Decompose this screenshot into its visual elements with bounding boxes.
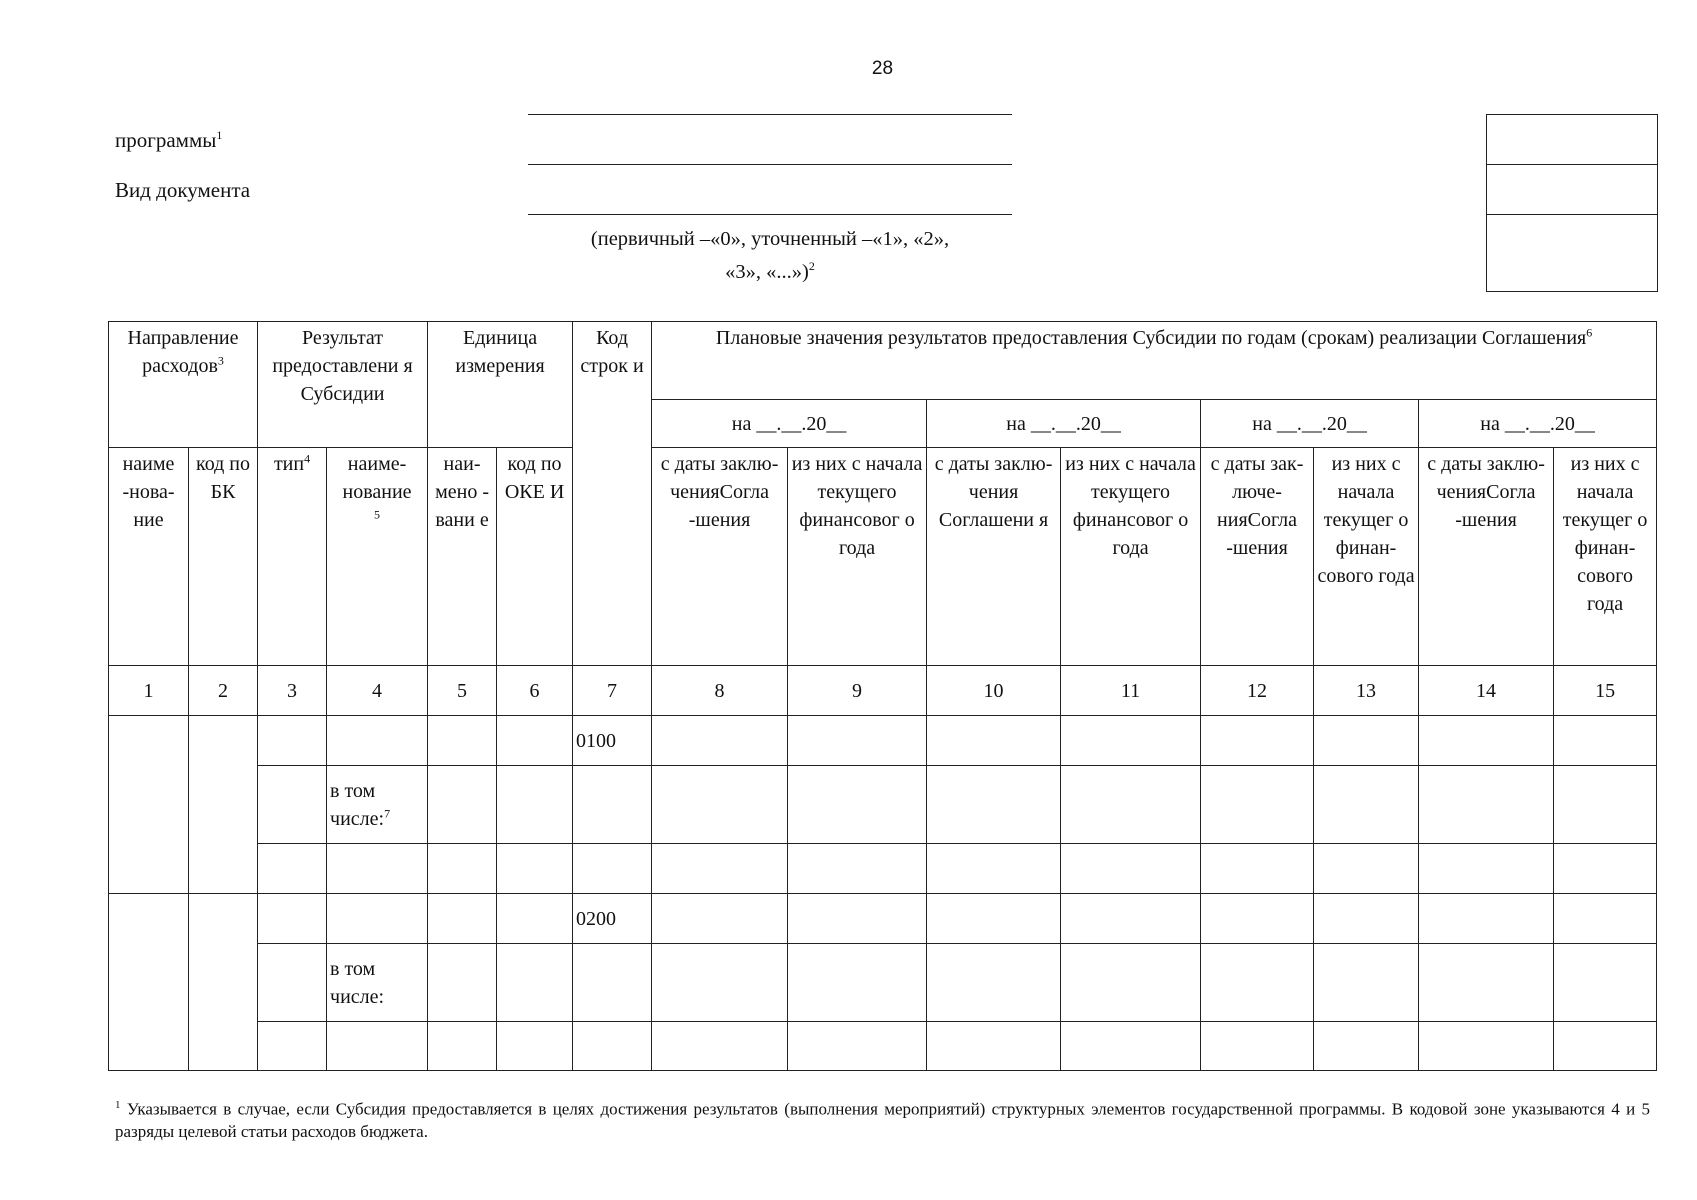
header-direction-text: Направление расходов <box>127 327 239 377</box>
block1-including <box>327 766 428 844</box>
cell[interactable] <box>1314 716 1419 766</box>
cell[interactable] <box>573 944 652 1022</box>
header-top-line <box>528 114 1012 115</box>
cell[interactable] <box>1419 944 1554 1022</box>
block1-including-text: в том числе: <box>330 779 385 830</box>
doc-type-note <box>528 226 1012 286</box>
cell[interactable] <box>1554 894 1657 944</box>
code-cell-doc-type[interactable] <box>1487 165 1657 215</box>
sub-header-4 <box>327 448 428 666</box>
block2-row-code: 0200 <box>573 894 652 944</box>
cell[interactable] <box>1201 766 1314 844</box>
cell[interactable] <box>1419 716 1554 766</box>
cell[interactable] <box>788 716 927 766</box>
table-row <box>109 716 1657 766</box>
cell[interactable] <box>1061 1022 1201 1071</box>
table-row <box>109 894 1657 944</box>
cell[interactable] <box>788 1022 927 1071</box>
sub-header-14: с даты заклю-ченияСогла -шения <box>1419 448 1554 666</box>
sub-header-10: с даты заклю-чения Соглашени я <box>927 448 1061 666</box>
cell[interactable] <box>497 716 573 766</box>
doc-type-note-line2-wrap <box>528 253 1012 286</box>
table-row <box>109 844 1657 894</box>
doc-type-note-line2: «3», «...») <box>725 260 809 283</box>
col-num: 5 <box>428 666 497 716</box>
cell[interactable] <box>428 766 497 844</box>
col-num: 12 <box>1201 666 1314 716</box>
cell[interactable] <box>1314 844 1419 894</box>
header-plan-text: Плановые значения результатов предоставления Субсидии по годам (срокам) реализации Соглашения <box>715 327 1587 349</box>
code-cell-extra[interactable] <box>1487 215 1657 291</box>
cell[interactable] <box>788 766 927 844</box>
cell[interactable] <box>1201 844 1314 894</box>
cell[interactable] <box>1419 1022 1554 1071</box>
code-zone-box <box>1486 114 1658 292</box>
doc-type-note-line1: (первичный –«0», уточненный –«1», «2», <box>590 228 950 250</box>
cell[interactable] <box>258 716 327 766</box>
sub-header-2: код по БК <box>189 448 258 666</box>
sub-header-12: с даты зак-люче-нияСогла -шения <box>1201 448 1314 666</box>
cell[interactable] <box>1554 766 1657 844</box>
cell[interactable] <box>1419 894 1554 944</box>
cell[interactable] <box>927 1022 1061 1071</box>
col-num: 9 <box>788 666 927 716</box>
block2-direction-code[interactable] <box>189 894 258 1071</box>
cell[interactable] <box>927 716 1061 766</box>
cell[interactable] <box>327 844 428 894</box>
cell[interactable] <box>497 766 573 844</box>
cell[interactable] <box>1419 766 1554 844</box>
table-row <box>109 766 1657 844</box>
block1-row-code: 0100 <box>573 716 652 766</box>
table-row <box>109 944 1657 1022</box>
cell[interactable] <box>428 844 497 894</box>
code-cell-program[interactable] <box>1487 115 1657 165</box>
results-table <box>108 321 1657 1071</box>
cell[interactable] <box>573 844 652 894</box>
sub-header-9: из них с начала текущего финансовог о года <box>788 448 927 666</box>
doc-type-label: Вид документа <box>115 178 251 202</box>
cell[interactable] <box>788 844 927 894</box>
cell[interactable] <box>652 766 788 844</box>
cell[interactable] <box>927 944 1061 1022</box>
cell[interactable] <box>1061 944 1201 1022</box>
sub-header-6: код по ОКЕ И <box>497 448 573 666</box>
col-num: 6 <box>497 666 573 716</box>
cell[interactable] <box>1314 766 1419 844</box>
cell[interactable] <box>258 894 327 944</box>
cell[interactable] <box>1201 1022 1314 1071</box>
program-label-text: программы <box>115 128 217 152</box>
block1-direction-code[interactable] <box>189 716 258 894</box>
cell[interactable] <box>927 844 1061 894</box>
sub-header-4-text: наиме-нование <box>342 453 412 503</box>
sub-header-5: наи-мено - вани е <box>428 448 497 666</box>
header-plan <box>652 322 1657 400</box>
cell[interactable] <box>927 766 1061 844</box>
cell[interactable] <box>428 894 497 944</box>
col-num: 1 <box>109 666 189 716</box>
col-num: 8 <box>652 666 788 716</box>
program-footnote-ref: 1 <box>216 128 223 142</box>
sub-header-15: из них с начала текущег о финан-сового года <box>1554 448 1657 666</box>
cell[interactable] <box>1201 944 1314 1022</box>
header-row-code: Код строк и <box>573 322 652 666</box>
sub-header-13: из них с начала текущег о финан-сового года <box>1314 448 1419 666</box>
cell[interactable] <box>1554 1022 1657 1071</box>
block1-including-fn: 7 <box>384 805 391 820</box>
cell[interactable] <box>652 844 788 894</box>
header-result: Результат предоставлени я Субсидии <box>258 322 428 448</box>
table-row <box>109 1022 1657 1071</box>
doc-type-field-line[interactable] <box>528 214 1012 215</box>
header-direction-fn: 3 <box>217 353 224 368</box>
col-num: 11 <box>1061 666 1201 716</box>
page-number: 28 <box>871 58 894 79</box>
header-plan-fn: 6 <box>1586 325 1593 340</box>
sub-header-3-fn: 4 <box>304 451 311 466</box>
sub-header-8: с даты заклю-ченияСогла -шения <box>652 448 788 666</box>
period-1: на __.__.20__ <box>652 400 927 448</box>
sub-header-4-fn: 5 <box>374 507 381 522</box>
cell[interactable] <box>1201 894 1314 944</box>
doc-type-footnote-ref: 2 <box>808 259 815 273</box>
col-num: 10 <box>927 666 1061 716</box>
col-num: 13 <box>1314 666 1419 716</box>
col-num: 15 <box>1554 666 1657 716</box>
program-field-line[interactable] <box>528 164 1012 165</box>
cell[interactable] <box>327 716 428 766</box>
col-num: 14 <box>1419 666 1554 716</box>
col-num: 7 <box>573 666 652 716</box>
sub-header-11: из них с начала текущего финансовог о года <box>1061 448 1201 666</box>
program-label <box>115 128 222 153</box>
block1-direction-name[interactable] <box>109 716 189 894</box>
cell[interactable] <box>258 844 327 894</box>
cell[interactable] <box>327 894 428 944</box>
cell[interactable] <box>428 1022 497 1071</box>
cell[interactable] <box>927 894 1061 944</box>
cell[interactable] <box>1314 894 1419 944</box>
cell[interactable] <box>1554 716 1657 766</box>
cell[interactable] <box>1061 894 1201 944</box>
cell[interactable] <box>652 1022 788 1071</box>
period-4: на __.__.20__ <box>1419 400 1657 448</box>
cell[interactable] <box>652 716 788 766</box>
cell[interactable] <box>258 766 327 844</box>
cell[interactable] <box>428 944 497 1022</box>
cell[interactable] <box>1419 844 1554 894</box>
cell[interactable] <box>428 716 497 766</box>
cell[interactable] <box>1061 716 1201 766</box>
period-2: на __.__.20__ <box>927 400 1201 448</box>
cell[interactable] <box>788 944 927 1022</box>
cell[interactable] <box>652 944 788 1022</box>
cell[interactable] <box>258 944 327 1022</box>
cell[interactable] <box>788 894 927 944</box>
block2-including: в том числе: <box>327 944 428 1022</box>
cell[interactable] <box>1061 844 1201 894</box>
cell[interactable] <box>1554 944 1657 1022</box>
column-number-row <box>109 666 1657 716</box>
block2-direction-name[interactable] <box>109 894 189 1071</box>
cell[interactable] <box>327 1022 428 1071</box>
cell[interactable] <box>497 894 573 944</box>
footnote-text: Указывается в случае, если Субсидия предоставляется в целях достижения результатов (выполнения мероприятий) структурных элементов государственной программы. В кодовой зоне указываются 4 и 5 разряды целевой статьи расходов бюджета. <box>115 1099 1650 1141</box>
cell[interactable] <box>1314 944 1419 1022</box>
col-num: 3 <box>258 666 327 716</box>
cell[interactable] <box>497 944 573 1022</box>
cell[interactable] <box>497 844 573 894</box>
cell[interactable] <box>497 1022 573 1071</box>
sub-header-3-text: тип <box>273 453 305 475</box>
col-num: 4 <box>327 666 428 716</box>
footnote-1 <box>115 1094 1650 1143</box>
col-num: 2 <box>189 666 258 716</box>
cell[interactable] <box>1554 844 1657 894</box>
cell[interactable] <box>1201 716 1314 766</box>
cell[interactable] <box>1314 1022 1419 1071</box>
sub-header-1: наиме -нова-ние <box>109 448 189 666</box>
cell[interactable] <box>573 766 652 844</box>
footnote-number: 1 <box>115 1099 121 1111</box>
sub-header-3 <box>258 448 327 666</box>
period-3: на __.__.20__ <box>1201 400 1419 448</box>
cell[interactable] <box>573 1022 652 1071</box>
header-direction <box>109 322 258 448</box>
cell[interactable] <box>1061 766 1201 844</box>
cell[interactable] <box>652 894 788 944</box>
header-unit: Единица измерения <box>428 322 573 448</box>
cell[interactable] <box>258 1022 327 1071</box>
